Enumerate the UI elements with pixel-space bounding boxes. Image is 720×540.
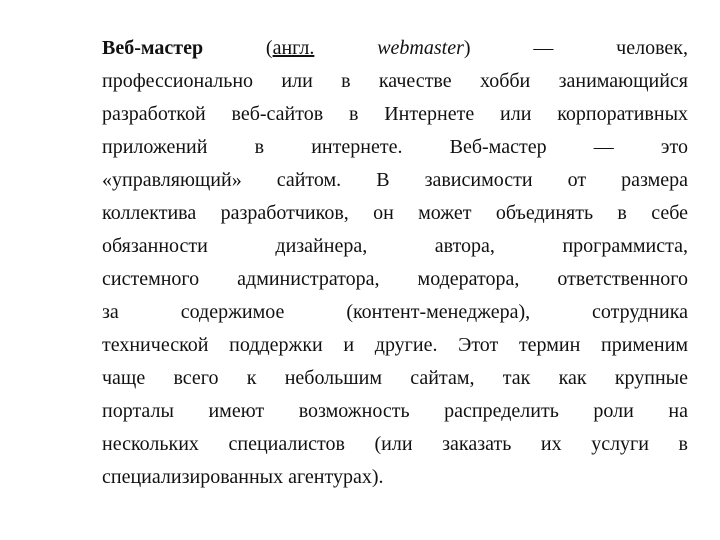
paragraph-line: системного администратора, модератора, ответственного: [102, 268, 688, 290]
paragraph-line: разработкой веб-сайтов в Интернете или корпоративных: [102, 103, 688, 125]
paragraph-line: «управляющий» сайтом. В зависимости от размера: [102, 169, 688, 191]
paragraph-line: нескольких специалистов (или заказать их услуги в: [102, 433, 688, 455]
paragraph-line: технической поддержки и другие. Этот термин применим: [102, 334, 688, 356]
paragraph-line: профессионально или в качестве хобби занимающийся: [102, 70, 688, 92]
paragraph-line: приложений в интернете. Веб-мастер — это: [102, 136, 688, 158]
language-abbreviation-link[interactable]: англ.: [272, 37, 315, 59]
foreign-term: webmaster: [377, 37, 464, 59]
paragraph-line: порталы имеют возможность распределить роли на: [102, 400, 688, 422]
paragraph-line: чаще всего к небольшим сайтам, так как крупные: [102, 367, 688, 389]
paragraph-line-1: Веб-мастер (англ. webmaster) — человек,: [102, 37, 689, 59]
term-heading: Веб-мастер: [102, 37, 204, 59]
paragraph-line: обязанности дизайнера, автора, программиста,: [102, 235, 688, 257]
paragraph-line: коллектива разработчиков, он может объединять в себе: [102, 202, 688, 224]
definition-paragraph: [102, 32, 688, 494]
paragraph-line: за содержимое (контент-менеджера), сотрудника: [102, 301, 688, 323]
paragraph-line-last: специализированных агентурах).: [102, 466, 384, 488]
